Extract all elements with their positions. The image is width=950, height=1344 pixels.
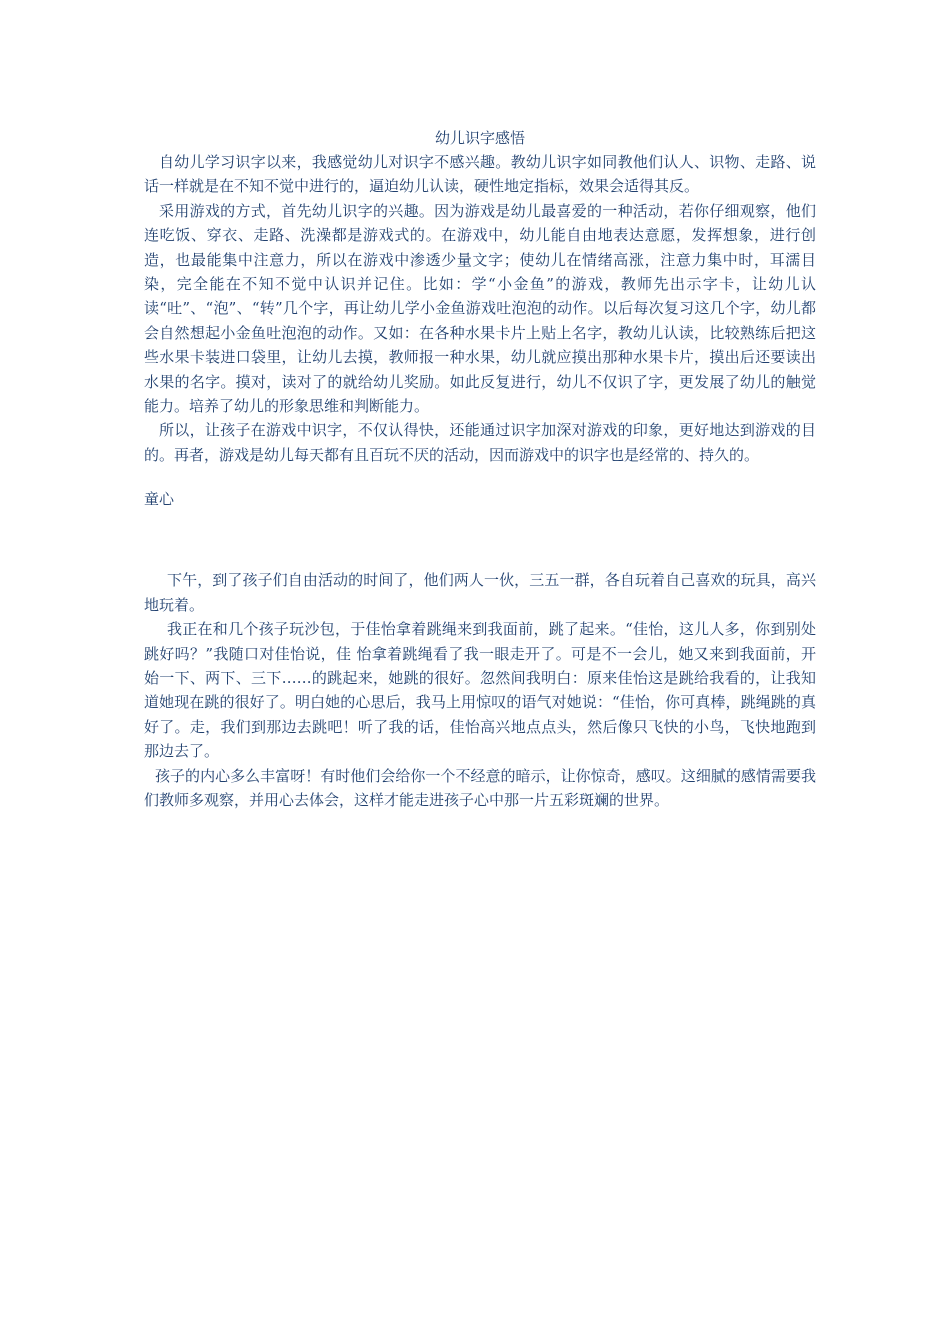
paragraph: 自幼儿学习识字以来，我感觉幼儿对识字不感兴趣。教幼儿识字如同教他们认人、识物、走路、说话一样就是在不知不觉中进行的，逼迫幼儿认读，硬性地定指标，效果会适得其反。 bbox=[144, 153, 816, 196]
paragraph: 我正在和几个孩子玩沙包，于佳怡拿着跳绳来到我面前，跳了起来。“佳怡，这儿人多，你到别处跳好吗？”我随口对佳怡说，佳 怡拿着跳绳看了我一眼走开了。可是不一会儿，她又来到我面前，开始一下、两下、三下……的跳起来，她跳的很好。忽然间我明白：原来佳怡这是跳给我看的，让我知道她现在跳的很好了。明白她的心思后，我马上用惊叹的语气对她说：“佳怡，你可真棒，跳绳跳的真好了。走，我们到那边去跳吧！听了我的话，佳怡高兴地点点头，然后像只飞快的小鸟，飞快地跑到那边去了。 bbox=[144, 620, 816, 761]
article-title: 幼儿识字感悟 bbox=[434, 129, 525, 147]
article-childlike-heart bbox=[144, 568, 816, 812]
paragraph: 孩子的内心多么丰富呀！有时他们会给你一个不经意的暗示，让你惊奇，感叹。这细腻的感情需要我们教师多观察，并用心去体会，这样才能走进孩子心中那一片五彩斑斓的世界。 bbox=[144, 766, 816, 809]
document-body bbox=[144, 126, 816, 812]
paragraph: 采用游戏的方式，首先幼儿识字的兴趣。因为游戏是幼儿最喜爱的一种活动，若你仔细观察，他们连吃饭、穿衣、走路、洗澡都是游戏式的。在游戏中，幼儿能自由地表达意愿，发挥想象，进行创造，也最能集中注意力，所以在游戏中渗透少量文字；使幼儿在情绪高涨，注意力集中时，耳濡目染，完全能在不知不觉中认识并记住。比如：学“小金鱼”的游戏，教师先出示字卡，让幼儿认读“吐”、“泡”、“转”几个字，再让幼儿学小金鱼游戏吐泡泡的动作。以后每次复习这几个字，幼儿都会自然想起小金鱼吐泡泡的动作。又如：在各种水果卡片上贴上名字，教幼儿认读，比较熟练后把这些水果卡装进口袋里，让幼儿去摸，教师报一种水果，幼儿就应摸出那种水果卡片，摸出后还要读出水果的名字。摸对，读对了的就给幼儿奖励。如此反复进行，幼儿不仅识了字，更发展了幼儿的触觉能力。培养了幼儿的形象思维和判断能力。 bbox=[144, 201, 816, 416]
article-literacy bbox=[144, 126, 816, 467]
paragraph: 所以，让孩子在游戏中识字，不仅认得快，还能通过识字加深对游戏的印象，更好地达到游戏的目的。再者，游戏是幼儿每天都有且百玩不厌的活动，因而游戏中的识字也是经常的、持久的。 bbox=[144, 421, 816, 464]
article-title: 童心 bbox=[144, 490, 175, 509]
paragraph: 下午，到了孩子们自由活动的时间了，他们两人一伙，三五一群，各自玩着自己喜欢的玩具，高兴地玩着。 bbox=[144, 571, 816, 614]
